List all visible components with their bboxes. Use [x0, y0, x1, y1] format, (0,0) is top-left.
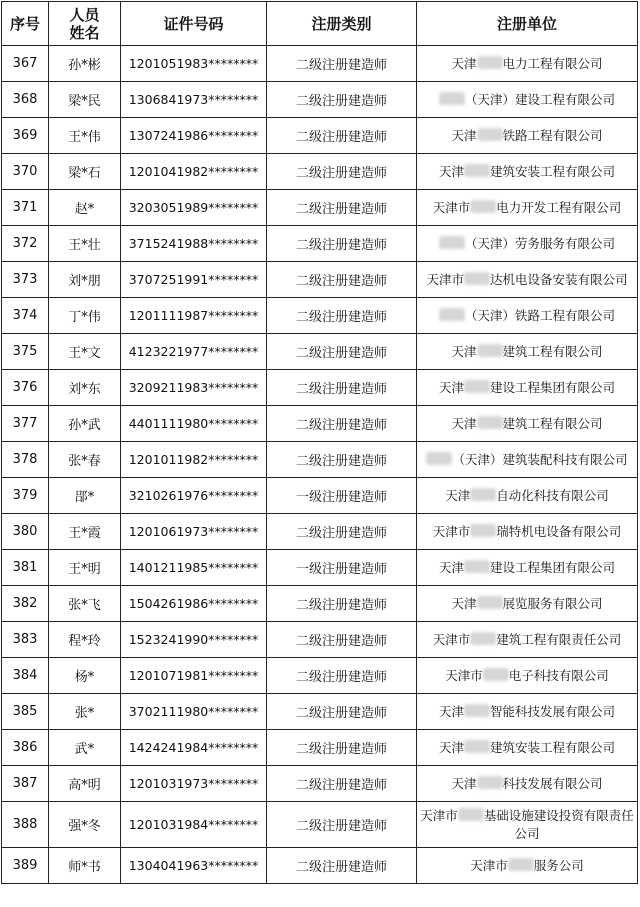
cell-name: 王*文: [49, 334, 121, 370]
redacted-blur: [477, 128, 503, 141]
table-row: [2, 262, 638, 298]
cell-category: 二级注册建造师: [267, 442, 417, 478]
cell-category: 一级注册建造师: [267, 550, 417, 586]
header-unit: 注册单位: [417, 2, 638, 46]
unit-prefix: 天津市: [432, 523, 471, 539]
cell-name: 杨*: [49, 658, 121, 694]
unit-prefix: 天津: [451, 775, 477, 791]
cell-id: 1201051983********: [121, 46, 267, 82]
unit-suffix: 电力开发工程有限公司: [496, 199, 622, 215]
unit-prefix: 天津: [445, 487, 471, 503]
unit-prefix: 天津: [451, 343, 477, 359]
unit-prefix: 天津: [438, 703, 464, 719]
cell-category: 二级注册建造师: [267, 118, 417, 154]
cell-seq: 388: [2, 802, 49, 848]
cell-id: 1307241986********: [121, 118, 267, 154]
unit-suffix: 电子科技有限公司: [508, 667, 609, 683]
cell-unit: [417, 550, 638, 586]
unit-prefix: 天津市: [432, 199, 471, 215]
cell-category: 二级注册建造师: [267, 694, 417, 730]
cell-name: 武*: [49, 730, 121, 766]
cell-id: 4123221977********: [121, 334, 267, 370]
cell-unit: [417, 442, 638, 478]
cell-category: 一级注册建造师: [267, 478, 417, 514]
cell-unit: [417, 82, 638, 118]
redacted-blur: [477, 596, 503, 609]
unit-suffix: （天津）建设工程有限公司: [464, 91, 615, 107]
cell-id: 3715241988********: [121, 226, 267, 262]
redacted-blur: [477, 776, 503, 789]
cell-category: 二级注册建造师: [267, 190, 417, 226]
cell-category: 二级注册建造师: [267, 514, 417, 550]
cell-unit: [417, 802, 638, 848]
cell-unit: [417, 730, 638, 766]
table-row: [2, 334, 638, 370]
cell-unit: [417, 586, 638, 622]
cell-name: 孙*彬: [49, 46, 121, 82]
cell-name: 高*明: [49, 766, 121, 802]
cell-category: 二级注册建造师: [267, 848, 417, 884]
cell-category: 二级注册建造师: [267, 406, 417, 442]
unit-suffix: 展览服务有限公司: [502, 595, 603, 611]
redacted-blur: [464, 272, 490, 285]
cell-id: 1504261986********: [121, 586, 267, 622]
cell-unit: [417, 226, 638, 262]
redacted-blur: [508, 858, 534, 871]
table-row: [2, 82, 638, 118]
cell-seq: 379: [2, 478, 49, 514]
cell-name: 张*: [49, 694, 121, 730]
cell-seq: 372: [2, 226, 49, 262]
cell-category: 二级注册建造师: [267, 370, 417, 406]
cell-seq: 368: [2, 82, 49, 118]
unit-suffix: 瑞特机电设备有限公司: [496, 523, 622, 539]
redacted-blur: [477, 56, 503, 69]
unit-prefix: 天津: [438, 379, 464, 395]
cell-unit: [417, 334, 638, 370]
unit-suffix: 建筑工程有限公司: [502, 415, 603, 431]
cell-id: 1201011982********: [121, 442, 267, 478]
cell-id: 1201111987********: [121, 298, 267, 334]
unit-prefix: 天津市: [470, 857, 508, 873]
unit-suffix: 服务公司: [533, 857, 584, 873]
cell-name: 王*明: [49, 550, 121, 586]
redacted-blur: [439, 92, 465, 105]
unit-prefix: 天津市: [426, 271, 464, 287]
cell-id: 1201031984********: [121, 802, 267, 848]
table-row: [2, 848, 638, 884]
cell-id: 3702111980********: [121, 694, 267, 730]
cell-category: 二级注册建造师: [267, 46, 417, 82]
cell-name: 梁*民: [49, 82, 121, 118]
table-row: [2, 694, 638, 730]
cell-category: 二级注册建造师: [267, 622, 417, 658]
unit-prefix: 天津: [438, 163, 464, 179]
cell-unit: [417, 46, 638, 82]
unit-suffix: 建筑安装工程有限公司: [490, 163, 616, 179]
cell-name: 王*霞: [49, 514, 121, 550]
redacted-blur: [483, 668, 509, 681]
cell-name: 王*壮: [49, 226, 121, 262]
cell-category: 二级注册建造师: [267, 154, 417, 190]
unit-prefix: 天津: [451, 415, 477, 431]
cell-unit: [417, 848, 638, 884]
table-row: [2, 766, 638, 802]
cell-id: 1201031973********: [121, 766, 267, 802]
unit-prefix: 天津市: [432, 631, 471, 647]
redacted-blur: [439, 236, 465, 249]
cell-name: 张*飞: [49, 586, 121, 622]
cell-unit: [417, 154, 638, 190]
cell-id: 3203051989********: [121, 190, 267, 226]
cell-seq: 385: [2, 694, 49, 730]
unit-suffix: （天津）建筑装配科技有限公司: [452, 451, 628, 467]
cell-name: 梁*石: [49, 154, 121, 190]
table-row: [2, 154, 638, 190]
table-row: [2, 226, 638, 262]
cell-seq: 373: [2, 262, 49, 298]
cell-id: 1201041982********: [121, 154, 267, 190]
table-row: [2, 658, 638, 694]
cell-seq: 374: [2, 298, 49, 334]
cell-unit: [417, 658, 638, 694]
cell-seq: 383: [2, 622, 49, 658]
redacted-blur: [477, 344, 503, 357]
cell-seq: 382: [2, 586, 49, 622]
cell-category: 二级注册建造师: [267, 298, 417, 334]
header-seq: 序号: [2, 2, 49, 46]
cell-name: 丁*伟: [49, 298, 121, 334]
cell-name: 强*冬: [49, 802, 121, 848]
header-name-line1: 人员: [69, 5, 100, 24]
redacted-blur: [464, 164, 490, 177]
cell-unit: [417, 766, 638, 802]
cell-id: 1304041963********: [121, 848, 267, 884]
header-name-line2: 姓名: [69, 23, 100, 42]
cell-name: 刘*东: [49, 370, 121, 406]
cell-seq: 387: [2, 766, 49, 802]
table-row: [2, 730, 638, 766]
header-id: 证件号码: [121, 2, 267, 46]
unit-suffix: 铁路工程有限公司: [502, 127, 603, 143]
unit-suffix: 达机电设备安装有限公司: [490, 271, 628, 287]
registration-table: [1, 1, 638, 884]
redacted-blur: [477, 416, 503, 429]
unit-prefix: 天津: [451, 55, 477, 71]
table-row: [2, 586, 638, 622]
cell-name: 赵*: [49, 190, 121, 226]
cell-category: 二级注册建造师: [267, 262, 417, 298]
unit-suffix: 建筑工程有限责任公司: [496, 631, 622, 647]
cell-seq: 377: [2, 406, 49, 442]
cell-unit: [417, 118, 638, 154]
unit-suffix: 建设工程集团有限公司: [490, 559, 616, 575]
cell-seq: 370: [2, 154, 49, 190]
redacted-blur: [470, 524, 496, 537]
redacted-blur: [426, 452, 452, 465]
cell-name: 张*春: [49, 442, 121, 478]
cell-unit: [417, 298, 638, 334]
cell-id: 1424241984********: [121, 730, 267, 766]
cell-category: 二级注册建造师: [267, 586, 417, 622]
cell-seq: 378: [2, 442, 49, 478]
cell-seq: 376: [2, 370, 49, 406]
table-body: [2, 46, 638, 884]
cell-unit: [417, 262, 638, 298]
table-row: [2, 550, 638, 586]
cell-seq: 389: [2, 848, 49, 884]
unit-suffix: （天津）铁路工程有限公司: [464, 307, 615, 323]
unit-suffix: （天津）劳务服务有限公司: [464, 235, 615, 251]
unit-suffix: 建筑安装工程有限公司: [490, 739, 616, 755]
cell-name: 程*玲: [49, 622, 121, 658]
table-row: [2, 190, 638, 226]
cell-name: 师*书: [49, 848, 121, 884]
unit-suffix: 建筑工程有限公司: [502, 343, 603, 359]
unit-suffix: 智能科技发展有限公司: [490, 703, 616, 719]
cell-category: 二级注册建造师: [267, 802, 417, 848]
unit-prefix: 天津市: [445, 667, 483, 683]
cell-unit: [417, 406, 638, 442]
header-name: [49, 2, 121, 46]
cell-id: 1201071981********: [121, 658, 267, 694]
unit-suffix: 科技发展有限公司: [502, 775, 603, 791]
cell-unit: [417, 622, 638, 658]
table-row: [2, 478, 638, 514]
unit-suffix: 电力工程有限公司: [502, 55, 603, 71]
table-row: [2, 514, 638, 550]
cell-category: 二级注册建造师: [267, 226, 417, 262]
cell-id: 1523241990********: [121, 622, 267, 658]
cell-id: 1401211985********: [121, 550, 267, 586]
cell-name: 刘*朋: [49, 262, 121, 298]
cell-unit: [417, 694, 638, 730]
redacted-blur: [464, 704, 490, 717]
cell-seq: 384: [2, 658, 49, 694]
cell-category: 二级注册建造师: [267, 82, 417, 118]
redacted-blur: [439, 308, 465, 321]
cell-id: 3210261976********: [121, 478, 267, 514]
cell-seq: 369: [2, 118, 49, 154]
cell-id: 3707251991********: [121, 262, 267, 298]
cell-id: 1306841973********: [121, 82, 267, 118]
cell-id: 4401111980********: [121, 406, 267, 442]
table-row: [2, 406, 638, 442]
unit-suffix: 自动化科技有限公司: [496, 487, 609, 503]
redacted-blur: [464, 380, 490, 393]
cell-seq: 380: [2, 514, 49, 550]
cell-seq: 386: [2, 730, 49, 766]
table-row: [2, 370, 638, 406]
cell-category: 二级注册建造师: [267, 658, 417, 694]
cell-seq: 375: [2, 334, 49, 370]
cell-unit: [417, 370, 638, 406]
unit-prefix: 天津: [451, 595, 477, 611]
redacted-blur: [470, 632, 496, 645]
redacted-blur: [470, 200, 496, 213]
table-header-row: [2, 2, 638, 46]
unit-prefix: 天津: [438, 739, 464, 755]
header-category: 注册类别: [267, 2, 417, 46]
cell-name: 王*伟: [49, 118, 121, 154]
cell-id: 1201061973********: [121, 514, 267, 550]
cell-id: 3209211983********: [121, 370, 267, 406]
table-row: [2, 622, 638, 658]
redacted-blur: [470, 488, 496, 501]
redacted-blur: [458, 808, 484, 821]
cell-name: 郘*: [49, 478, 121, 514]
unit-prefix: 天津: [451, 127, 477, 143]
unit-prefix: 天津市: [420, 807, 458, 823]
cell-seq: 371: [2, 190, 49, 226]
cell-seq: 381: [2, 550, 49, 586]
cell-category: 二级注册建造师: [267, 766, 417, 802]
cell-unit: [417, 478, 638, 514]
table-row: [2, 442, 638, 478]
cell-name: 孙*武: [49, 406, 121, 442]
cell-seq: 367: [2, 46, 49, 82]
table-row: [2, 118, 638, 154]
table-row: [2, 298, 638, 334]
unit-suffix: 建设工程集团有限公司: [490, 379, 616, 395]
redacted-blur: [464, 740, 490, 753]
unit-prefix: 天津: [438, 559, 464, 575]
cell-category: 二级注册建造师: [267, 730, 417, 766]
table-row: [2, 802, 638, 848]
unit-suffix: 基础设施建设投资有限责任公司: [483, 807, 634, 841]
cell-unit: [417, 514, 638, 550]
redacted-blur: [464, 560, 490, 573]
cell-unit: [417, 190, 638, 226]
cell-category: 二级注册建造师: [267, 334, 417, 370]
table-row: [2, 46, 638, 82]
